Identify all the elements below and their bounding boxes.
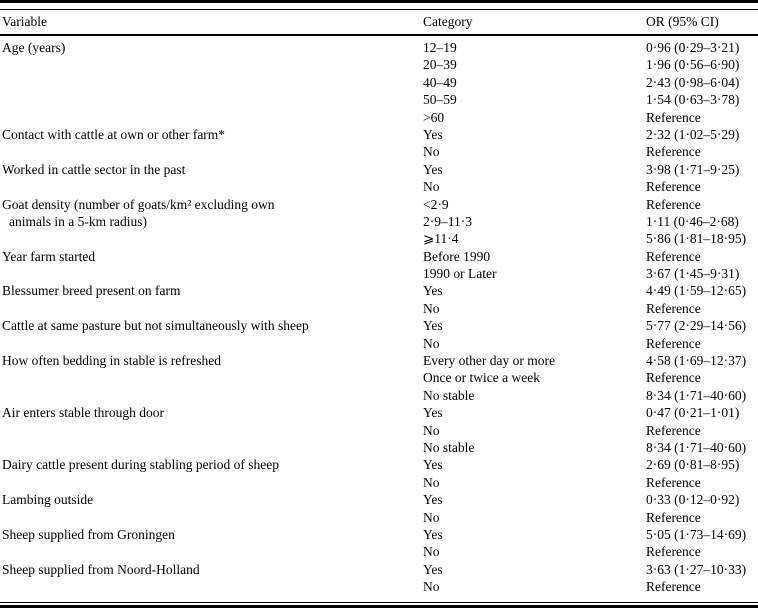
table-row <box>0 422 758 439</box>
category-cell: Yes <box>423 318 443 334</box>
or-ci-cell: Reference <box>646 544 701 560</box>
table-row <box>0 74 758 91</box>
variable-cell <box>0 543 423 560</box>
variable-cell: Sheep supplied from Noord-Holland <box>2 561 200 577</box>
variable-cell: How often bedding in stable is refreshed <box>2 353 221 369</box>
variable-cell <box>0 578 423 595</box>
variable-cell: Cattle at same pasture but not simultaneously with sheep <box>2 318 309 334</box>
table-row <box>0 561 758 578</box>
or-ci-cell: 1·11 (0·46–2·68) <box>646 213 739 229</box>
or-ci-cell: 1·54 (0·63–3·78) <box>646 92 740 108</box>
table-row <box>0 404 758 421</box>
or-ci-cell: 3·67 (1·45–9·31) <box>646 266 740 282</box>
or-ci-cell: 1·96 (0·56–6·90) <box>646 57 740 73</box>
category-cell: >60 <box>423 109 445 125</box>
category-cell: Yes <box>423 161 443 177</box>
category-cell: Yes <box>423 126 443 142</box>
table-row <box>0 439 758 456</box>
table-row <box>0 282 758 299</box>
variable-cell: Contact with cattle at own or other farm* <box>2 126 226 142</box>
table-row <box>0 265 758 282</box>
category-cell: 20–39 <box>423 57 457 73</box>
column-header-category: Category <box>423 14 473 29</box>
category-cell: 2·9–11·3 <box>423 213 472 229</box>
column-header-or-ci: OR (95% CI) <box>646 14 719 29</box>
category-cell: No <box>423 544 440 560</box>
variable-cell <box>0 91 423 108</box>
table-row <box>0 213 758 230</box>
or-ci-cell: 8·34 (1·71–40·60) <box>646 387 747 403</box>
variable-cell <box>0 109 423 126</box>
variable-cell <box>0 143 423 160</box>
category-cell: Yes <box>423 283 443 299</box>
category-cell: 12–19 <box>423 40 457 55</box>
table-row <box>0 335 758 352</box>
table-bottom-rule-thick <box>0 605 758 608</box>
or-ci-cell: 5·86 (1·81–18·95) <box>646 231 747 247</box>
variable-cell <box>0 422 423 439</box>
variable-cell <box>0 74 423 91</box>
table-row <box>0 491 758 508</box>
variable-cell: Lambing outside <box>2 492 94 508</box>
variable-cell: Goat density (number of goats/km² excluding own <box>2 196 275 212</box>
variable-cell <box>0 369 423 386</box>
category-cell: ⩾11·4 <box>423 231 459 247</box>
variable-cell <box>0 265 423 282</box>
variable-cell <box>0 335 423 352</box>
or-ci-cell: Reference <box>646 300 701 316</box>
table-row <box>0 126 758 143</box>
table-header-row <box>0 10 758 34</box>
table-row <box>0 39 758 56</box>
or-ci-cell: 2·43 (0·98–6·04) <box>646 74 740 90</box>
or-ci-cell: Reference <box>646 196 701 212</box>
category-cell: No <box>423 335 440 351</box>
or-ci-cell: 0·47 (0·21–1·01) <box>646 405 740 421</box>
or-ci-cell: 2·69 (0·81–8·95) <box>646 457 740 473</box>
or-ci-cell: Reference <box>646 579 701 595</box>
variable-cell <box>0 56 423 73</box>
table-row <box>0 109 758 126</box>
variable-cell <box>0 178 423 195</box>
table-row <box>0 143 758 160</box>
table-row <box>0 248 758 265</box>
category-cell: No <box>423 179 440 195</box>
category-cell: Before 1990 <box>423 248 491 264</box>
category-cell: Yes <box>423 561 443 577</box>
or-ci-cell: 8·34 (1·71–40·60) <box>646 439 747 455</box>
table-row <box>0 456 758 473</box>
table-row <box>0 369 758 386</box>
category-cell: No <box>423 474 440 490</box>
category-cell: 1990 or Later <box>423 266 497 282</box>
or-ci-cell: 5·05 (1·73–14·69) <box>646 526 747 542</box>
table-row <box>0 317 758 334</box>
variable-cell <box>0 509 423 526</box>
or-ci-cell: 5·77 (2·29–14·56) <box>646 318 747 334</box>
category-cell: 40–49 <box>423 74 457 90</box>
table-row <box>0 387 758 404</box>
category-cell: No <box>423 300 440 316</box>
table-row <box>0 56 758 73</box>
or-ci-cell: Reference <box>646 144 701 160</box>
variable-cell <box>0 300 423 317</box>
variable-cell <box>0 230 423 247</box>
or-ci-cell: Reference <box>646 248 701 264</box>
or-ci-cell: 4·49 (1·59–12·65) <box>646 283 747 299</box>
table-row <box>0 161 758 178</box>
category-cell: Yes <box>423 526 443 542</box>
table-row <box>0 474 758 491</box>
variable-cell: animals in a 5-km radius) <box>9 213 147 229</box>
variable-cell: Sheep supplied from Groningen <box>2 526 175 542</box>
table-top-rule-thick <box>0 0 758 3</box>
table-row <box>0 196 758 213</box>
variable-cell <box>0 474 423 491</box>
variable-cell <box>0 387 423 404</box>
category-cell: No stable <box>423 439 475 455</box>
variable-cell: Air enters stable through door <box>2 405 164 421</box>
table-row <box>0 178 758 195</box>
table-row <box>0 509 758 526</box>
table-row <box>0 230 758 247</box>
variable-cell <box>0 439 423 456</box>
or-ci-cell: 3·63 (1·27–10·33) <box>646 561 747 577</box>
category-cell: <2·9 <box>423 196 449 212</box>
category-cell: Once or twice a week <box>423 370 540 386</box>
or-ci-cell: Reference <box>646 422 701 438</box>
table-row <box>0 543 758 560</box>
variable-cell: Age (years) <box>2 40 66 55</box>
or-ci-cell: Reference <box>646 179 701 195</box>
variable-cell: Blessumer breed present on farm <box>2 283 181 299</box>
table-row <box>0 300 758 317</box>
or-ci-cell: Reference <box>646 474 701 490</box>
table-row <box>0 91 758 108</box>
category-cell: No <box>423 144 440 160</box>
category-cell: No stable <box>423 387 475 403</box>
or-ci-cell: 0·33 (0·12–0·92) <box>646 492 740 508</box>
table-row <box>0 352 758 369</box>
category-cell: Yes <box>423 457 443 473</box>
table-bottom-rule-thin <box>0 602 758 603</box>
table-row <box>0 526 758 543</box>
table-body <box>0 39 758 596</box>
category-cell: 50–59 <box>423 92 457 108</box>
variable-cell: Dairy cattle present during stabling period of sheep <box>2 457 280 473</box>
table-row <box>0 578 758 595</box>
column-header-variable: Variable <box>2 14 47 29</box>
table-header-rule <box>0 34 758 36</box>
or-ci-cell: 4·58 (1·69–12·37) <box>646 353 747 369</box>
or-ci-cell: Reference <box>646 509 701 525</box>
or-ci-cell: 2·32 (1·02–5·29) <box>646 126 740 142</box>
variable-cell: Year farm started <box>2 248 96 264</box>
category-cell: Yes <box>423 405 443 421</box>
or-ci-cell: 3·98 (1·71–9·25) <box>646 161 740 177</box>
variable-cell: Worked in cattle sector in the past <box>2 161 186 177</box>
category-cell: Every other day or more <box>423 353 555 369</box>
category-cell: No <box>423 509 440 525</box>
category-cell: No <box>423 422 440 438</box>
category-cell: Yes <box>423 492 443 508</box>
or-ci-cell: Reference <box>646 109 701 125</box>
category-cell: No <box>423 579 440 595</box>
or-ci-cell: Reference <box>646 370 701 386</box>
or-ci-cell: 0·96 (0·29–3·21) <box>646 40 740 55</box>
or-ci-cell: Reference <box>646 335 701 351</box>
